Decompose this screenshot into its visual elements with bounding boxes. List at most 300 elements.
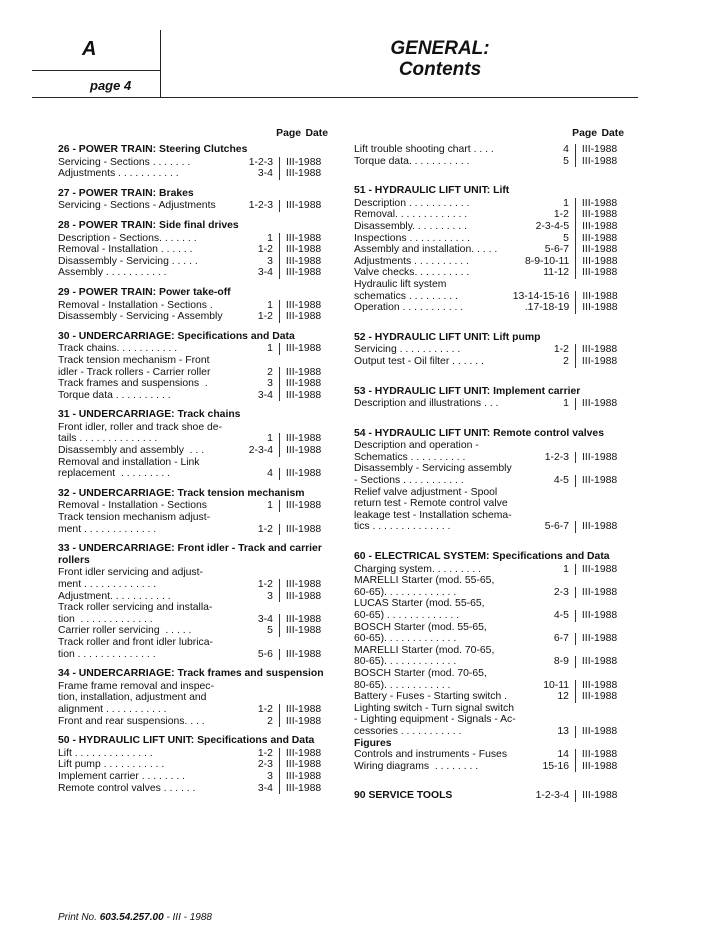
contents-entry (58, 256, 328, 268)
entry-description: Removal - Installation . . . . . . (58, 244, 193, 256)
entry-page: 5 (267, 625, 273, 637)
section-title: 31 - UNDERCARRIAGE: Track chains (58, 409, 241, 421)
entry-description: Figures (354, 737, 392, 749)
contents-section (58, 409, 328, 480)
contents-section (354, 386, 624, 410)
page-title-line1: GENERAL: (390, 38, 490, 59)
entry-date: III-1988 (575, 587, 624, 599)
page-title-line2: Contents (398, 59, 482, 80)
contents-entry (354, 279, 624, 291)
entry-description: Front and rear suspensions. . . . (58, 715, 205, 727)
contents-section (58, 735, 328, 794)
contents-entry (354, 726, 624, 738)
contents-entry (354, 463, 624, 475)
entry-page: 1 (267, 500, 273, 512)
contents-entry (58, 343, 328, 355)
entry-date: III-1988 (575, 344, 624, 356)
header-divider-bottom (32, 97, 638, 98)
contents-entry (354, 738, 624, 750)
contents-entry (354, 440, 624, 452)
contents-entry (354, 521, 624, 533)
contents-entry (354, 487, 624, 499)
entry-description: idler - Track rollers - Carrier roller (58, 366, 211, 378)
entry-description: Removal. . . . . . . . . . . . . (354, 209, 468, 221)
entry-date: III-1988 (279, 783, 328, 795)
entry-description: 80-65). . . . . . . . . . . . (354, 679, 451, 691)
page-column-header: Page (276, 128, 301, 139)
contents-entry (58, 748, 328, 760)
contents-entry (354, 749, 624, 761)
entry-description: - Sections . . . . . . . . . . . (354, 475, 464, 487)
contents-entry (58, 637, 328, 649)
entry-page: 4-5 (553, 610, 569, 621)
contents-entry (58, 244, 328, 256)
contents-section (354, 185, 624, 314)
contents-entry (354, 452, 624, 464)
entry-page: 10-11 (543, 679, 570, 691)
entry-date: III-1988 (279, 445, 328, 457)
date-column-header: Date (305, 128, 328, 139)
entry-page: 1 (563, 398, 569, 410)
entry-description: alignment . . . . . . . . . . . (58, 703, 167, 715)
entry-description: Disassembly. . . . . . . . . . (354, 220, 467, 232)
contents-entry (58, 311, 328, 323)
entry-page: 1-2 (257, 311, 273, 323)
contents-section (58, 543, 328, 660)
entry-date: III-1988 (575, 521, 624, 533)
entry-date: III-1988 (279, 591, 328, 603)
contents-entry (354, 761, 624, 773)
contents-entry (354, 610, 624, 622)
section-letter: A (82, 38, 97, 60)
entry-page: 1-2-3 (544, 451, 570, 463)
contents-entry (58, 512, 328, 524)
contents-entry (58, 625, 328, 637)
date-column-header: Date (601, 128, 624, 139)
contents-entry (58, 783, 328, 795)
contents-section (58, 668, 328, 727)
entry-page: 4 (563, 144, 569, 155)
entry-date: III-1988 (575, 633, 624, 645)
entry-description: Controls and instruments - Fuses (354, 749, 508, 761)
entry-description: Adjustments . . . . . . . . . . . (58, 168, 179, 180)
entry-page: 1-2 (257, 244, 273, 256)
contents-entry (58, 200, 328, 212)
entry-page: 3-4 (257, 267, 273, 279)
entry-page: 15-16 (542, 760, 570, 772)
entry-description: 60-65). . . . . . . . . . . . . (354, 633, 457, 645)
contents-entry (354, 703, 624, 715)
contents-entry (354, 680, 624, 692)
section-title: 60 - ELECTRICAL SYSTEM: Specifications and Data (354, 551, 610, 563)
entry-description: Charging system. . . . . . . . . (354, 563, 482, 575)
entry-page: 1 (267, 232, 273, 244)
entry-page: 4 (267, 468, 273, 480)
entry-description: 90 SERVICE TOOLS (354, 790, 453, 802)
contents-entry (58, 367, 328, 379)
print-number-value: 603.54.257.00 (99, 912, 164, 923)
entry-page: 5-6-7 (544, 244, 570, 256)
entry-date: III-1988 (279, 367, 328, 379)
entry-date: III-1988 (279, 614, 328, 626)
entry-page: 3-4 (257, 782, 273, 794)
entry-description: 60-65) . . . . . . . . . . . . . (354, 610, 460, 621)
contents-section (354, 428, 624, 533)
entry-description: BOSCH Starter (mod. 70-65, (354, 667, 487, 679)
entry-date: III-1988 (575, 691, 624, 703)
entry-date: III-1988 (279, 168, 328, 180)
contents-entry (354, 564, 624, 576)
entry-description: replacement . . . . . . . . . (58, 468, 171, 480)
section-title: 27 - POWER TRAIN: Brakes (58, 187, 194, 199)
entry-description: ment . . . . . . . . . . . . . (58, 523, 157, 535)
entry-date: III-1988 (279, 233, 328, 245)
entry-date: III-1988 (575, 790, 624, 802)
contents-entry (354, 714, 624, 726)
entry-date: III-1988 (575, 267, 624, 279)
contents-entry (354, 587, 624, 599)
contents-entry (58, 716, 328, 728)
page-header (0, 0, 715, 110)
contents-entry (354, 221, 624, 233)
contents-entry (354, 475, 624, 487)
entry-date: III-1988 (279, 704, 328, 716)
entry-date: III-1988 (279, 256, 328, 268)
entry-page: 3-4 (257, 613, 273, 625)
contents-entry (58, 500, 328, 512)
entry-description: MARELLI Starter (mod. 70-65, (354, 644, 495, 656)
entry-description: MARELLI Starter (mod. 55-65, (354, 575, 495, 587)
entry-description: Assembly and installation. . . . . (354, 244, 498, 256)
page-label: page 4 (90, 78, 132, 93)
contents-section (58, 488, 328, 535)
contents-entry (354, 575, 624, 587)
entry-description: Lighting switch - Turn signal switch (354, 702, 514, 714)
entry-date: III-1988 (279, 378, 328, 390)
entry-page: 1-2 (553, 344, 569, 356)
contents-entry (354, 356, 624, 368)
contents-entry (58, 168, 328, 180)
entry-page: 4-5 (553, 475, 569, 487)
contents-column-right (354, 128, 624, 802)
entry-description: Disassembly and assembly . . . (58, 445, 205, 457)
entry-date: III-1988 (279, 468, 328, 480)
entry-description: Track tension mechanism - Front (58, 354, 210, 366)
entry-description: Implement carrier . . . . . . . . (58, 770, 186, 782)
entry-description: Disassembly - Servicing - Assembly (58, 311, 223, 323)
contents-entry (58, 579, 328, 591)
contents-section (58, 220, 328, 279)
entry-page: 8-9-10-11 (524, 255, 570, 267)
entry-description: LUCAS Starter (mod. 55-65, (354, 598, 485, 610)
entry-description: Relief valve adjustment - Spool (354, 486, 498, 498)
print-number-suffix: - III - 1988 (163, 912, 212, 923)
contents-entry (354, 598, 624, 610)
entry-description: Lift trouble shooting chart . . . . (354, 144, 494, 155)
entry-description: Track frames and suspensions . (58, 378, 208, 390)
contents-entry (58, 759, 328, 771)
contents-entry (354, 633, 624, 645)
entry-description: Disassembly - Servicing . . . . . (58, 255, 198, 267)
section-title: 33 - UNDERCARRIAGE: Front idler - Track and carrier rollers (58, 543, 322, 566)
entry-date: III-1988 (575, 475, 624, 487)
entry-description: Adjustment. . . . . . . . . . . (58, 590, 171, 602)
contents-section (354, 144, 624, 167)
contents-entry (354, 622, 624, 634)
contents-section (354, 332, 624, 368)
contents-entry (58, 771, 328, 783)
entry-description: Adjustments . . . . . . . . . . (354, 255, 469, 267)
contents-entry (58, 355, 328, 367)
entry-description: - Lighting equipment - Signals - Ac- (354, 714, 516, 726)
entry-page: 2-3 (553, 586, 569, 598)
contents-section (58, 287, 328, 323)
entry-date: III-1988 (575, 610, 624, 622)
contents-entry (58, 614, 328, 626)
entry-page: 3 (267, 378, 273, 390)
entry-description: Battery - Fuses - Starting switch . (354, 691, 508, 703)
entry-page: 11-12 (543, 267, 570, 279)
contents-entry (58, 390, 328, 402)
section-title: 32 - UNDERCARRIAGE: Track tension mechanism (58, 487, 305, 499)
contents-entry (58, 422, 328, 434)
entry-date: III-1988 (575, 452, 624, 464)
entry-description: Carrier roller servicing . . . . . (58, 625, 192, 637)
entry-page: 2-3 (257, 759, 273, 771)
page-column-header: Page (572, 128, 597, 139)
entry-date: III-1988 (279, 300, 328, 312)
entry-page: 2 (563, 355, 569, 367)
entry-date: III-1988 (575, 156, 624, 168)
entry-date: III-1988 (575, 291, 624, 303)
entry-date: III-1988 (279, 244, 328, 256)
contents-entry (58, 524, 328, 536)
contents-entry (354, 498, 624, 510)
header-divider-left (32, 70, 160, 71)
entry-date: III-1988 (575, 564, 624, 576)
entry-date: III-1988 (575, 209, 624, 221)
contents-entry (354, 256, 624, 268)
entry-description: return test - Remote control valve (354, 498, 508, 510)
contents-entry (354, 291, 624, 303)
entry-date: III-1988 (279, 716, 328, 728)
section-title: 54 - HYDRAULIC LIFT UNIT: Remote control valves (354, 427, 604, 439)
entry-page: 1-2-3 (248, 200, 274, 212)
entry-page: 3 (267, 770, 273, 782)
entry-date: III-1988 (575, 761, 624, 773)
entry-date: III-1988 (279, 390, 328, 402)
entry-date: III-1988 (575, 233, 624, 245)
contents-section (354, 790, 624, 802)
entry-description: Assembly . . . . . . . . . . . (58, 267, 167, 279)
contents-entry (58, 704, 328, 716)
section-title: 53 - HYDRAULIC LIFT UNIT: Implement carrier (354, 385, 581, 397)
entry-description: Frame frame removal and inspec- (58, 680, 214, 692)
entry-date: III-1988 (279, 759, 328, 771)
entry-description: tics . . . . . . . . . . . . . . (354, 521, 451, 533)
section-title: 30 - UNDERCARRIAGE: Specifications and Data (58, 330, 295, 342)
entry-date: III-1988 (279, 771, 328, 783)
entry-date: III-1988 (575, 656, 624, 668)
entry-page: 5-6 (257, 648, 273, 660)
entry-page: 14 (557, 749, 569, 761)
entry-description: Removal - Installation - Sections (58, 500, 207, 512)
contents-entry (58, 591, 328, 603)
entry-date: III-1988 (575, 256, 624, 268)
entry-description: tion . . . . . . . . . . . . . (58, 613, 153, 625)
section-title: 52 - HYDRAULIC LIFT UNIT: Lift pump (354, 331, 541, 343)
contents-entry (58, 649, 328, 661)
entry-description: tails . . . . . . . . . . . . . . (58, 433, 158, 445)
entry-page: 6-7 (553, 633, 569, 645)
entry-description: Description . . . . . . . . . . . (354, 197, 470, 209)
contents-entry (354, 691, 624, 703)
entry-page: 3 (267, 590, 273, 602)
entry-date: III-1988 (279, 748, 328, 760)
entry-page: 5-6-7 (544, 521, 570, 533)
entry-description: cessories . . . . . . . . . . . (354, 725, 462, 737)
entry-description: Schematics . . . . . . . . . . (354, 451, 466, 463)
entry-page: 1 (267, 343, 273, 355)
entry-page: 2-3-4-5 (535, 220, 570, 232)
contents-entry (354, 344, 624, 356)
entry-description: Remote control valves . . . . . . (58, 782, 196, 794)
contents-entry (354, 244, 624, 256)
contents-entry (354, 656, 624, 668)
entry-date: III-1988 (279, 343, 328, 355)
header-divider-vertical (160, 30, 161, 98)
contents-entry (354, 198, 624, 210)
entry-description: Track roller servicing and installa- (58, 602, 213, 614)
contents-entry (58, 300, 328, 312)
entry-date: III-1988 (575, 749, 624, 761)
contents-entry (58, 378, 328, 390)
contents-entry (354, 233, 624, 245)
entry-date: III-1988 (575, 302, 624, 314)
entry-date: III-1988 (575, 221, 624, 233)
entry-description: BOSCH Starter (mod. 55-65, (354, 621, 487, 633)
entry-date: III-1988 (279, 200, 328, 212)
entry-page: 12 (557, 691, 569, 703)
entry-description: leakage test - Installation schema- (354, 509, 512, 521)
entry-date: III-1988 (279, 267, 328, 279)
entry-page: 2 (267, 715, 273, 727)
contents-column-left (58, 128, 328, 794)
section-title: 26 - POWER TRAIN: Steering Clutches (58, 144, 248, 155)
entry-description: Disassembly - Servicing assembly (354, 463, 512, 475)
entry-page: 3-4 (257, 389, 273, 401)
entry-date: III-1988 (575, 726, 624, 738)
contents-entry (354, 790, 624, 802)
entry-date: III-1988 (575, 198, 624, 210)
entry-page: 1-2 (257, 523, 273, 535)
contents-entry (354, 645, 624, 657)
section-title: 50 - HYDRAULIC LIFT UNIT: Specifications and Data (58, 735, 315, 747)
print-number-prefix: Print No. (58, 912, 100, 923)
entry-page: 1 (267, 433, 273, 445)
entry-page: .17-18-19 (524, 302, 570, 314)
section-title: 28 - POWER TRAIN: Side final drives (58, 219, 239, 231)
entry-description: Torque data. . . . . . . . . . . (354, 155, 470, 167)
entry-description: Servicing - Sections . . . . . . . (58, 156, 191, 168)
contents-entry (354, 209, 624, 221)
contents-entry (58, 433, 328, 445)
entry-date: III-1988 (575, 398, 624, 410)
entry-date: III-1988 (575, 144, 624, 156)
entry-date: III-1988 (279, 311, 328, 323)
column-header (354, 128, 624, 144)
entry-description: Wiring diagrams . . . . . . . . (354, 760, 479, 772)
section-title: 29 - POWER TRAIN: Power take-off (58, 286, 231, 298)
contents-entry (58, 468, 328, 480)
entry-page: 1-2 (553, 209, 569, 221)
contents-entry (58, 692, 328, 704)
entry-description: 60-65). . . . . . . . . . . . . (354, 586, 457, 598)
contents-entry (354, 156, 624, 168)
entry-description: Valve checks. . . . . . . . . . (354, 267, 470, 279)
contents-entry (354, 398, 624, 410)
entry-page: 1-2 (257, 703, 273, 715)
contents-entry (58, 267, 328, 279)
column-header (58, 128, 328, 144)
entry-page: 1 (563, 197, 569, 209)
entry-page: 2-3-4 (248, 445, 274, 457)
contents-section (58, 331, 328, 402)
contents-entry (58, 457, 328, 469)
entry-page: 2 (267, 366, 273, 378)
entry-page: 1-2-3-4 (535, 790, 570, 802)
contents-entry (58, 681, 328, 693)
entry-description: Output test - Oil filter . . . . . . (354, 355, 484, 367)
entry-description: Front idler, roller and track shoe de- (58, 421, 223, 433)
entry-page: 5 (563, 155, 569, 167)
contents-entry (58, 445, 328, 457)
entry-description: Hydraulic lift system (354, 278, 447, 290)
entry-page: 5 (563, 232, 569, 244)
entry-description: Description and operation - (354, 440, 479, 452)
contents-entry (354, 668, 624, 680)
contents-entry (354, 267, 624, 279)
entry-description: tion . . . . . . . . . . . . . . (58, 648, 156, 660)
entry-description: ment . . . . . . . . . . . . . (58, 579, 157, 590)
entry-page: 3-4 (257, 168, 273, 180)
contents-section (58, 144, 328, 180)
section-title: 34 - UNDERCARRIAGE: Track frames and suspension (58, 668, 324, 680)
entry-description: schematics . . . . . . . . . (354, 290, 458, 302)
contents-entry (354, 302, 624, 314)
contents-entry (354, 144, 624, 156)
entry-description: Inspections . . . . . . . . . . . (354, 232, 471, 244)
entry-description: Track roller and front idler lubrica- (58, 636, 213, 648)
entry-description: Servicing - Sections - Adjustments (58, 200, 216, 212)
section-title: 51 - HYDRAULIC LIFT UNIT: Lift (354, 185, 510, 197)
print-number (58, 912, 212, 923)
entry-description: Description and illustrations . . . (354, 398, 499, 410)
entry-date: III-1988 (575, 244, 624, 256)
entry-description: Operation . . . . . . . . . . . (354, 302, 464, 314)
contents-entry (58, 602, 328, 614)
contents-section (58, 188, 328, 212)
entry-description: Torque data . . . . . . . . . . (58, 389, 171, 401)
entry-description: Front idler servicing and adjust- (58, 567, 203, 579)
entry-page: 8-9 (553, 656, 569, 668)
entry-description: Track chains. . . . . . . . . . . (58, 343, 178, 355)
contents-section (354, 551, 624, 772)
entry-description: tion, installation, adjustment and (58, 692, 207, 704)
entry-date: III-1988 (279, 625, 328, 637)
entry-description: Lift . . . . . . . . . . . . . . (58, 747, 153, 759)
contents-entry (354, 510, 624, 522)
